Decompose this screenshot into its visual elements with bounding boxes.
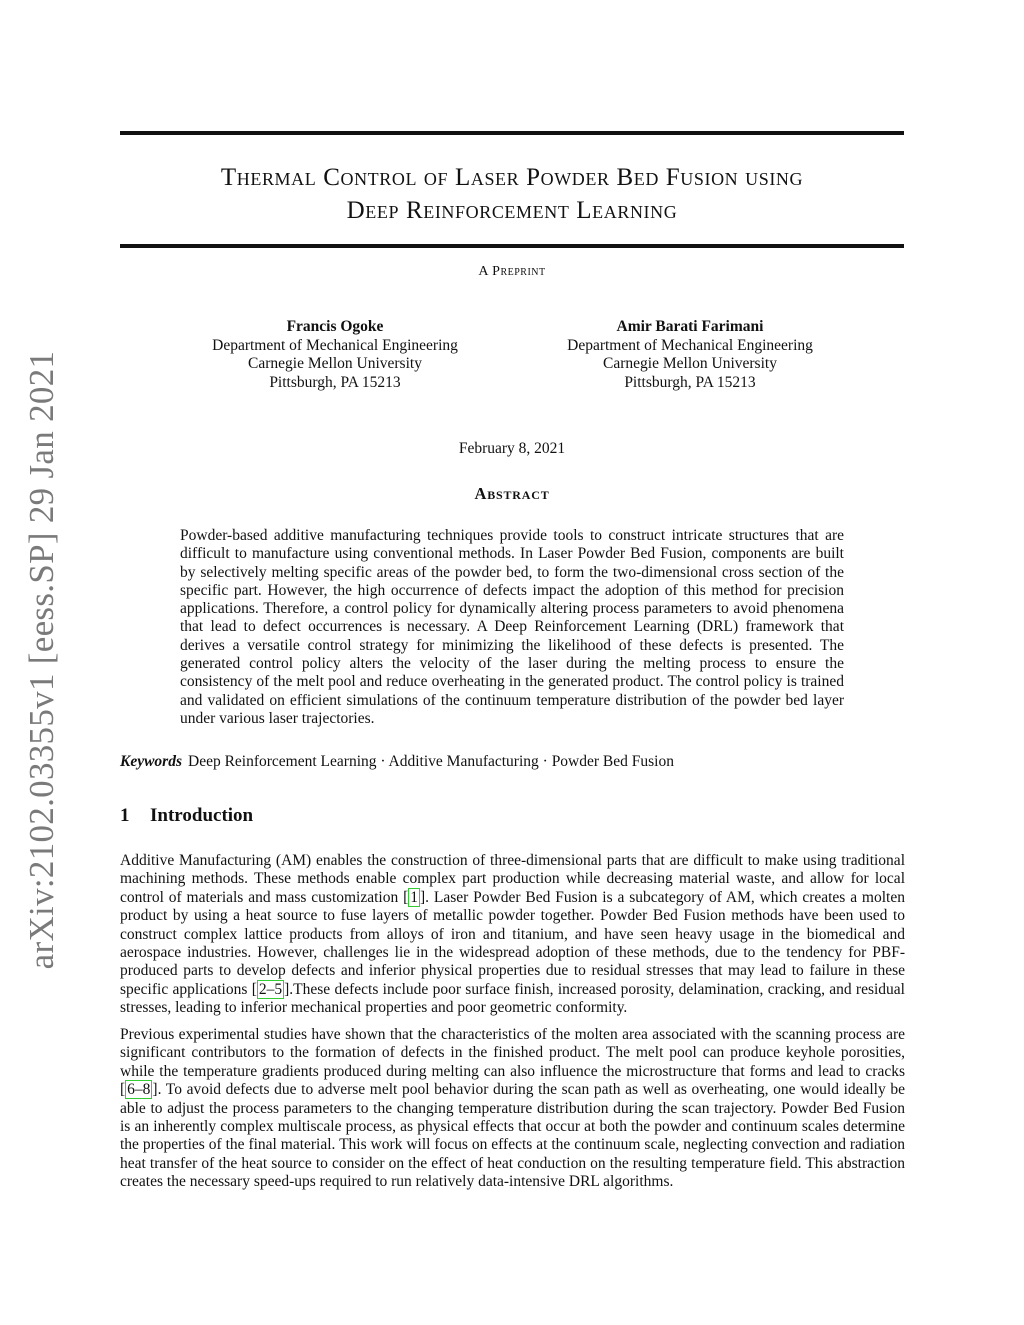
paragraph-text: Previous experimental studies have shown that the characteristics of the molten area associated with the scanning process are significant contributors to the formation of defects in the finished product. The melt pool can produce keyhole porosities, while the temperature gradients produced during melting can also influence the microstructure that forms and lead to cracks [ <box>120 1026 905 1099</box>
author-department: Department of Mechanical Engineering <box>567 336 813 354</box>
paragraph-text: Additive Manufacturing (AM) enables the construction of three-dimensional parts that are difficult to make using traditional machining methods. These methods enable complex part production while decreasing material waste, and allow for local control of materials and mass customization [ <box>120 852 905 906</box>
author-location: Pittsburgh, PA 15213 <box>624 373 756 391</box>
intro-paragraph-1 <box>120 852 905 1018</box>
title-bottom-rule <box>120 244 904 248</box>
section-number: 1 <box>120 805 130 826</box>
author-block-2 <box>525 318 855 392</box>
citation-link[interactable]: 6–8 <box>127 1081 151 1099</box>
paragraph-text: ]. To avoid defects due to adverse melt pool behavior during the scan path as well as overheating, one would ideally be able to adjust the process parameters to the changing temperature distribution during the scan trajectory. Powder Bed Fusion is an inherently complex multiscale process, as physical effects that occur at both the powder and continuum scales determine the properties of the final material. This work will focus on effects at the continuum scale, neglecting convection and radiation heat transfer of the heat source to consider on the effect of heat conduction on the resulting temperature field. This abstraction creates the necessary speed-ups required to run relatively data-intensive DRL algorithms. <box>120 1081 905 1191</box>
title-top-rule <box>120 131 904 135</box>
paper-title-line-2: Deep Reinforcement Learning <box>346 197 678 224</box>
author-block-1 <box>170 318 500 392</box>
abstract-body: Powder-based additive manufacturing techniques provide tools to construct intricate structures that are difficult to manufacture using conventional methods. In Laser Powder Bed Fusion, components are built by selectively melting specific areas of the powder bed, to form the two-dimensional cross section of the specific part. However, the high occurrence of defects impact the adoption of this method for precision applications. Therefore, a control policy for dynamically altering process parameters to avoid phenomena that lead to defect occurrences is necessary. A Deep Reinforcement Learning (DRL) framework that derives a versatile control strategy for minimizing the likelihood of these defects is presented. The generated control policy alters the velocity of the laser during the melting process to ensure the consistency of the melt pool and reduce overheating in the generated product. The control policy is trained and validated on efficient simulations of the continuum temperature distribution of the powder bed layer under various laser trajectories. <box>180 527 844 727</box>
abstract-heading: Abstract <box>474 484 550 503</box>
keywords-line <box>120 753 904 771</box>
author-university: Carnegie Mellon University <box>603 355 777 372</box>
paragraph-text: ]. Laser Powder Bed Fusion is a subcategory of AM, which creates a molten product by using a heat source to fuse layers of metallic powder together. Powder Bed Fusion methods have been used to construct complex lattice products from alloys of iron and titanium, and have seen heavy usage in the biomedical and aerospace industries. However, challenges lie in the widespread adoption of these methods, due to the tendency for PBF-produced parts to develop defects and inferior physical properties due to residual stresses that may lead to failure in these specific applications [ <box>120 888 905 998</box>
author-university: Carnegie Mellon University <box>248 355 422 372</box>
author-name: Amir Barati Farimani <box>616 318 764 335</box>
keywords-list: Deep Reinforcement Learning · Additive Manufacturing · Powder Bed Fusion <box>188 753 674 770</box>
author-name: Francis Ogoke <box>286 318 384 335</box>
intro-paragraph-2 <box>120 1026 905 1192</box>
section-heading <box>120 805 253 827</box>
keywords-label: Keywords <box>120 753 182 770</box>
paper-title-line-1: Thermal Control of Laser Powder Bed Fusion using <box>220 164 804 191</box>
preprint-label: A Preprint <box>478 264 546 279</box>
author-department: Department of Mechanical Engineering <box>212 336 458 354</box>
citation-link[interactable]: 1 <box>410 888 419 906</box>
arxiv-stamp: arXiv:2102.03355v1 [eess.SP] 29 Jan 2021 <box>22 350 61 970</box>
citation-link[interactable]: 2–5 <box>258 980 283 998</box>
paper-date: February 8, 2021 <box>458 440 566 457</box>
author-location: Pittsburgh, PA 15213 <box>269 373 401 391</box>
section-title: Introduction <box>150 805 254 826</box>
paragraph-text: ].These defects include poor surface finish, increased porosity, delamination, cracking, and residual stresses, leading to inferior mechanical properties and poor geometric conformity. <box>120 980 905 1017</box>
